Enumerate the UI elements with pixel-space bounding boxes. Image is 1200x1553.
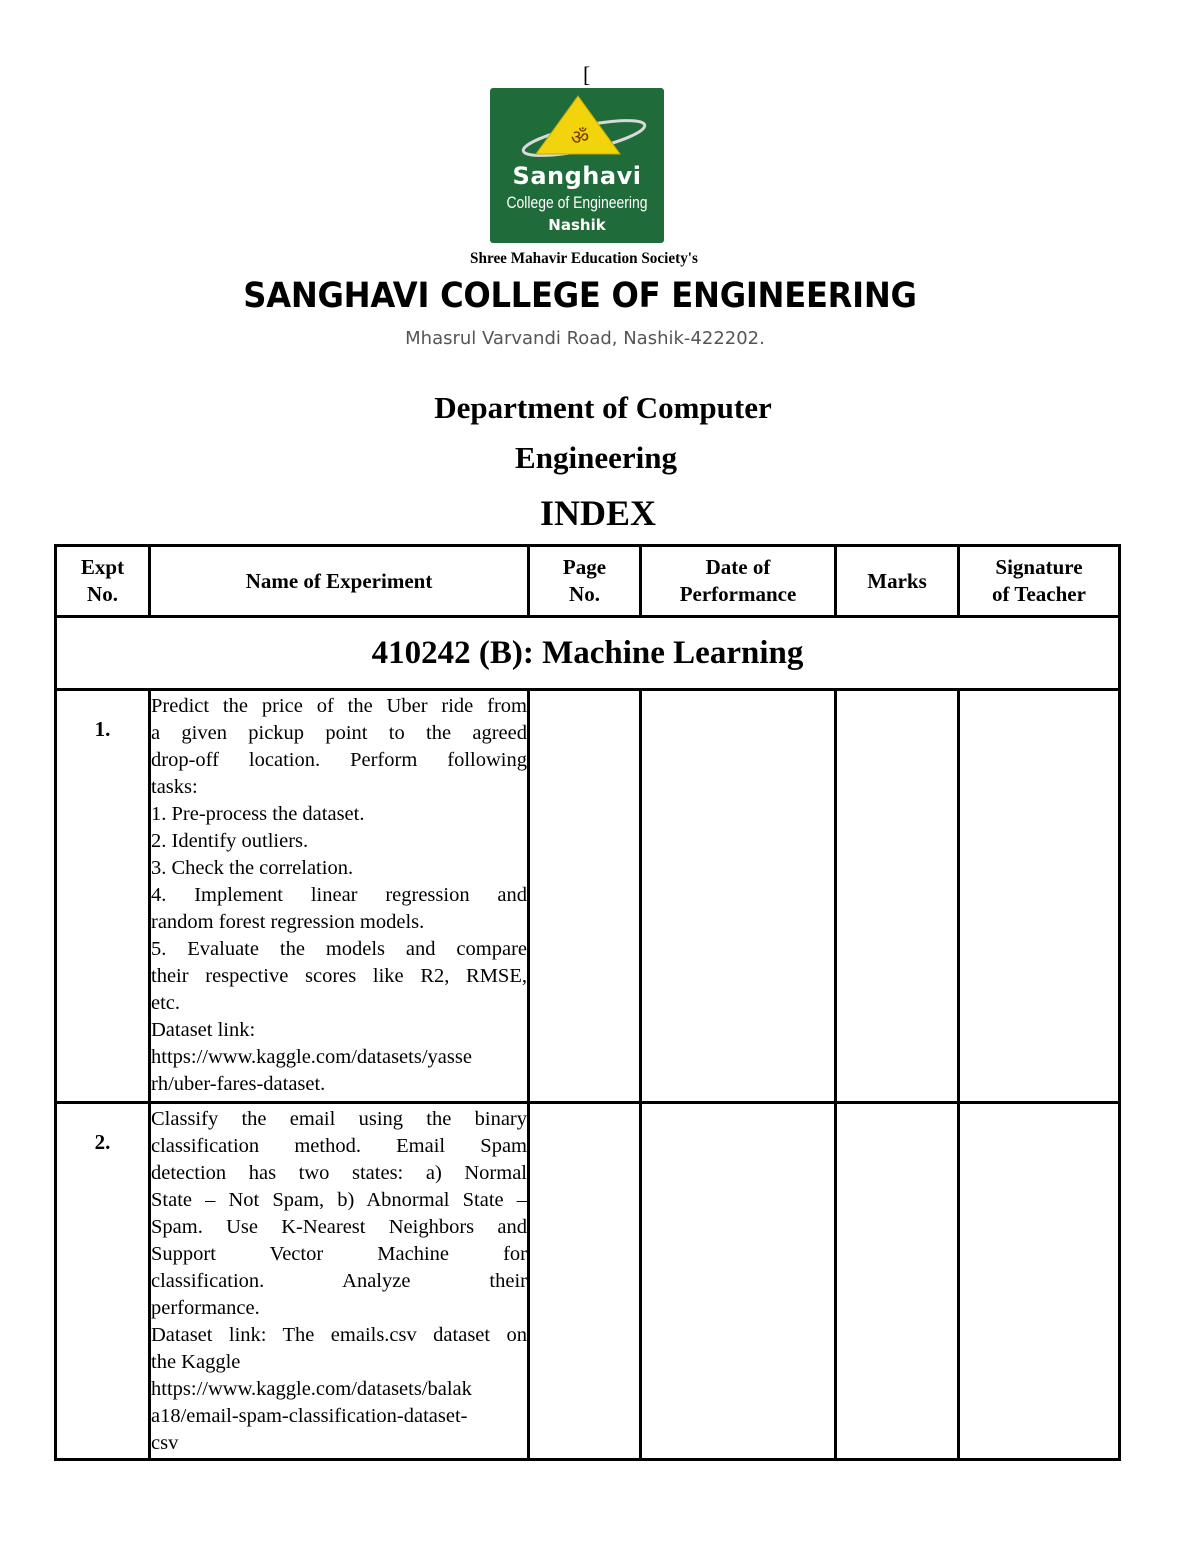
page-no-cell — [529, 1103, 641, 1460]
signature-cell — [959, 690, 1120, 1103]
experiment-description: Classify the email using the binary classification method. Email Spam detection has two states: a) Normal State – Not Spam, b) Abnormal State – Spam. Use K-Nearest Neighbors and Support Vector Machine for classification. Analyze their performance. Dataset link: The emails.csv dataset on the Kaggle https://www.kaggle.com/datasets/balak a18/email-spam-classification-dataset- csv — [150, 1103, 529, 1460]
department-line1: Department of Computer — [434, 390, 772, 425]
header-date: Date of Performance — [641, 546, 836, 617]
header-signature: Signature of Teacher — [959, 546, 1120, 617]
table-row — [56, 1103, 1120, 1460]
index-title: INDEX — [539, 493, 656, 533]
department-line2: Engineering — [515, 440, 677, 475]
signature-cell — [959, 1103, 1120, 1460]
date-cell — [641, 690, 836, 1103]
experiment-description: Predict the price of the Uber ride from a given pickup point to the agreed drop-off location. Perform following tasks: 1. Pre-process the dataset. 2. Identify outliers. 3. Check the correlation. 4. Implement linear regression and random forest regression models. 5. Evaluate the models and compare their respective scores like R2, RMSE, etc. Dataset link: https://www.kaggle.com/datasets/yasse rh/uber-fares-dataset. — [150, 690, 529, 1103]
logo-name: Sanghavi — [512, 162, 642, 190]
table-header-row — [56, 546, 1120, 617]
college-title: SANGHAVI COLLEGE OF ENGINEERING — [243, 276, 917, 316]
subject-row — [56, 617, 1120, 690]
index-table — [54, 544, 1121, 1461]
header-expt-no: Expt No. — [56, 546, 150, 617]
table-row — [56, 690, 1120, 1103]
logo-line2: College of Engineering — [506, 193, 648, 212]
om-triangle-icon — [490, 88, 664, 168]
expt-number: 1. — [56, 690, 150, 1103]
header-marks: Marks — [836, 546, 959, 617]
date-cell — [641, 1103, 836, 1460]
header-name: Name of Experiment — [150, 546, 529, 617]
logo-line3: Nashik — [548, 216, 606, 234]
marks-cell — [836, 690, 959, 1103]
svg-text:ॐ: ॐ — [570, 125, 590, 149]
marks-cell — [836, 1103, 959, 1460]
subject-title: 410242 (B): Machine Learning — [56, 617, 1120, 690]
college-address: Mhasrul Varvandi Road, Nashik-422202. — [405, 328, 765, 349]
society-name: Shree Mahavir Education Society's — [470, 250, 698, 267]
stray-bracket: [ — [583, 62, 591, 87]
expt-number: 2. — [56, 1103, 150, 1460]
college-logo — [490, 88, 664, 243]
page-no-cell — [529, 690, 641, 1103]
header-page-no: Page No. — [529, 546, 641, 617]
